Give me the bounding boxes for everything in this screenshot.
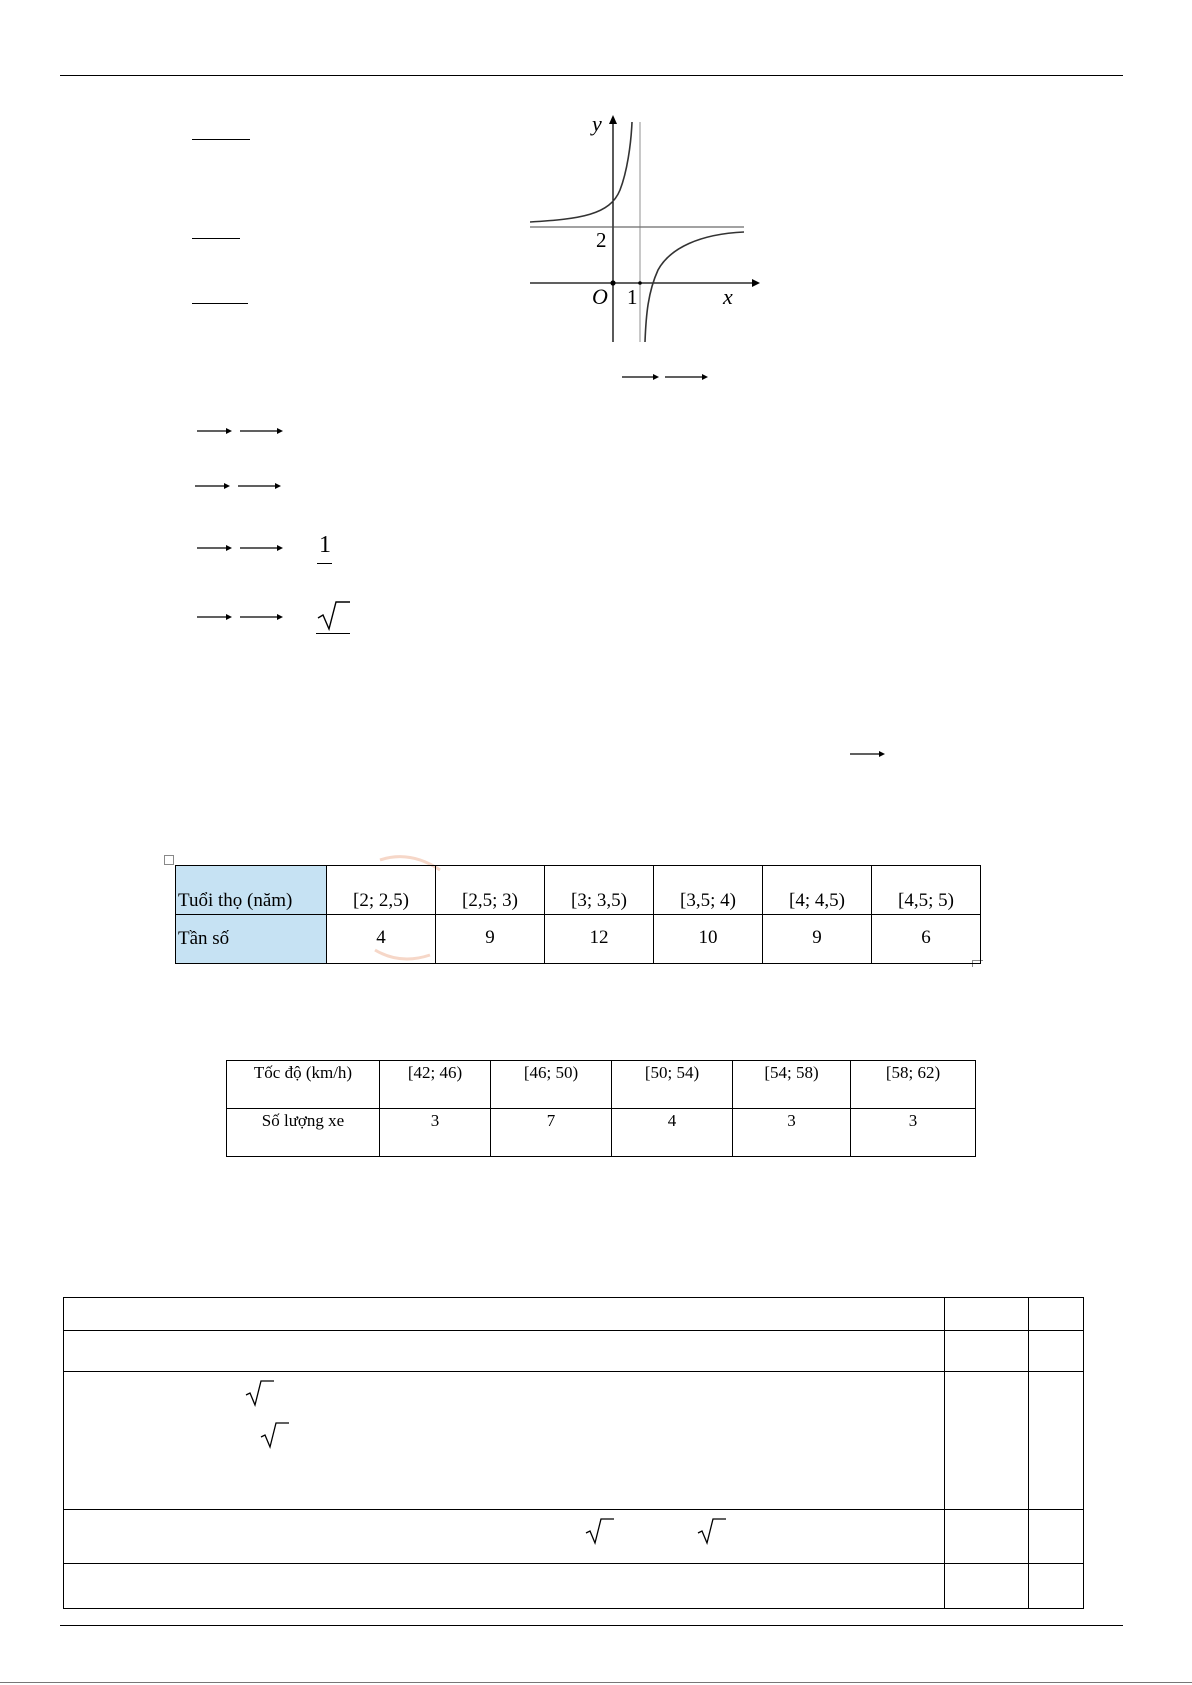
table-row [64,1510,1084,1564]
table-cell [945,1564,1029,1609]
fraction-bar [316,633,350,634]
table-row [176,866,981,915]
table-cell [1029,1372,1084,1510]
vector-arrow-icon [195,479,231,493]
table-header-cell: Số lượng xe [227,1109,380,1157]
table-cell: 9 [436,915,545,964]
table-cell [945,1372,1029,1510]
table-cell: [42; 46) [380,1061,491,1109]
table-cell [1029,1510,1084,1564]
bottom-rule [60,1625,1123,1626]
table-cell: 4 [612,1109,733,1157]
fraction-bar [192,303,248,304]
fraction-numerator: 1 [319,532,331,558]
table-cell: [4,5; 5) [872,866,981,915]
table-cell: [3; 3,5) [545,866,654,915]
vector-arrow-icon [197,541,233,555]
sqrt-icon [244,1378,276,1408]
speed-count-table [226,1060,976,1157]
tick-x-label: 1 [627,285,638,309]
table-cell: 6 [872,915,981,964]
vector-arrow-icon [850,747,886,761]
table-header-cell: Tốc độ (km/h) [227,1061,380,1109]
table-cell: 4 [327,915,436,964]
table-header-cell: Tuổi thọ (năm) [176,866,327,915]
table-anchor-icon [164,855,174,865]
vector-arrow-icon [197,610,233,624]
fraction-bar [192,139,250,140]
table-cell: [46; 50) [491,1061,612,1109]
table-cell [64,1372,945,1510]
vector-arrow-icon [622,370,660,384]
table-cell: 10 [654,915,763,964]
table-cell: [54; 58) [733,1061,851,1109]
origin-label: O [592,284,608,309]
table-row [64,1331,1084,1372]
table-cell: 3 [733,1109,851,1157]
table-cell [64,1510,945,1564]
fraction-bar [192,238,240,239]
table-cell: [58; 62) [851,1061,976,1109]
table-cell [1029,1331,1084,1372]
table-cell [945,1298,1029,1331]
vector-arrow-icon [238,479,282,493]
table-cell [64,1331,945,1372]
curve-left-branch [530,122,632,222]
table-cell: [2,5; 3) [436,866,545,915]
fraction-bar [317,563,332,564]
vector-arrow-icon [240,424,284,438]
table-cell: 3 [851,1109,976,1157]
table-row [227,1109,976,1157]
table-cell [945,1331,1029,1372]
table-row [64,1564,1084,1609]
axis-y-label: y [592,111,602,136]
table-cell: [3,5; 4) [654,866,763,915]
table-row [176,915,981,964]
page-edge-rule [0,1682,1192,1683]
table-cell: [2; 2,5) [327,866,436,915]
sqrt-icon [316,598,352,634]
tick-y-label: 2 [596,228,607,252]
table-cell [1029,1564,1084,1609]
sqrt-icon [584,1516,616,1546]
hyperbola-graph [530,110,760,345]
table-cell: [50; 54) [612,1061,733,1109]
lifespan-frequency-table [175,865,981,964]
table-cell: 9 [763,915,872,964]
table-cell: 3 [380,1109,491,1157]
table-cell [945,1510,1029,1564]
table-row [64,1372,1084,1510]
top-rule [60,75,1123,76]
vector-arrow-icon [665,370,709,384]
table-row [227,1061,976,1109]
table-cell: [4; 4,5) [763,866,872,915]
table-cell [64,1298,945,1331]
sqrt-icon [696,1516,728,1546]
table-cell: 12 [545,915,654,964]
sqrt-icon [259,1420,291,1450]
table-cell [1029,1298,1084,1331]
table-cell: 7 [491,1109,612,1157]
vector-arrow-icon [240,541,284,555]
table-header-cell: Tần số [176,915,327,964]
axis-x-label: x [723,284,733,309]
table-cell [64,1564,945,1609]
table-row [64,1298,1084,1331]
answer-grid-table [63,1297,1084,1609]
vector-arrow-icon [240,610,284,624]
vector-arrow-icon [197,424,233,438]
